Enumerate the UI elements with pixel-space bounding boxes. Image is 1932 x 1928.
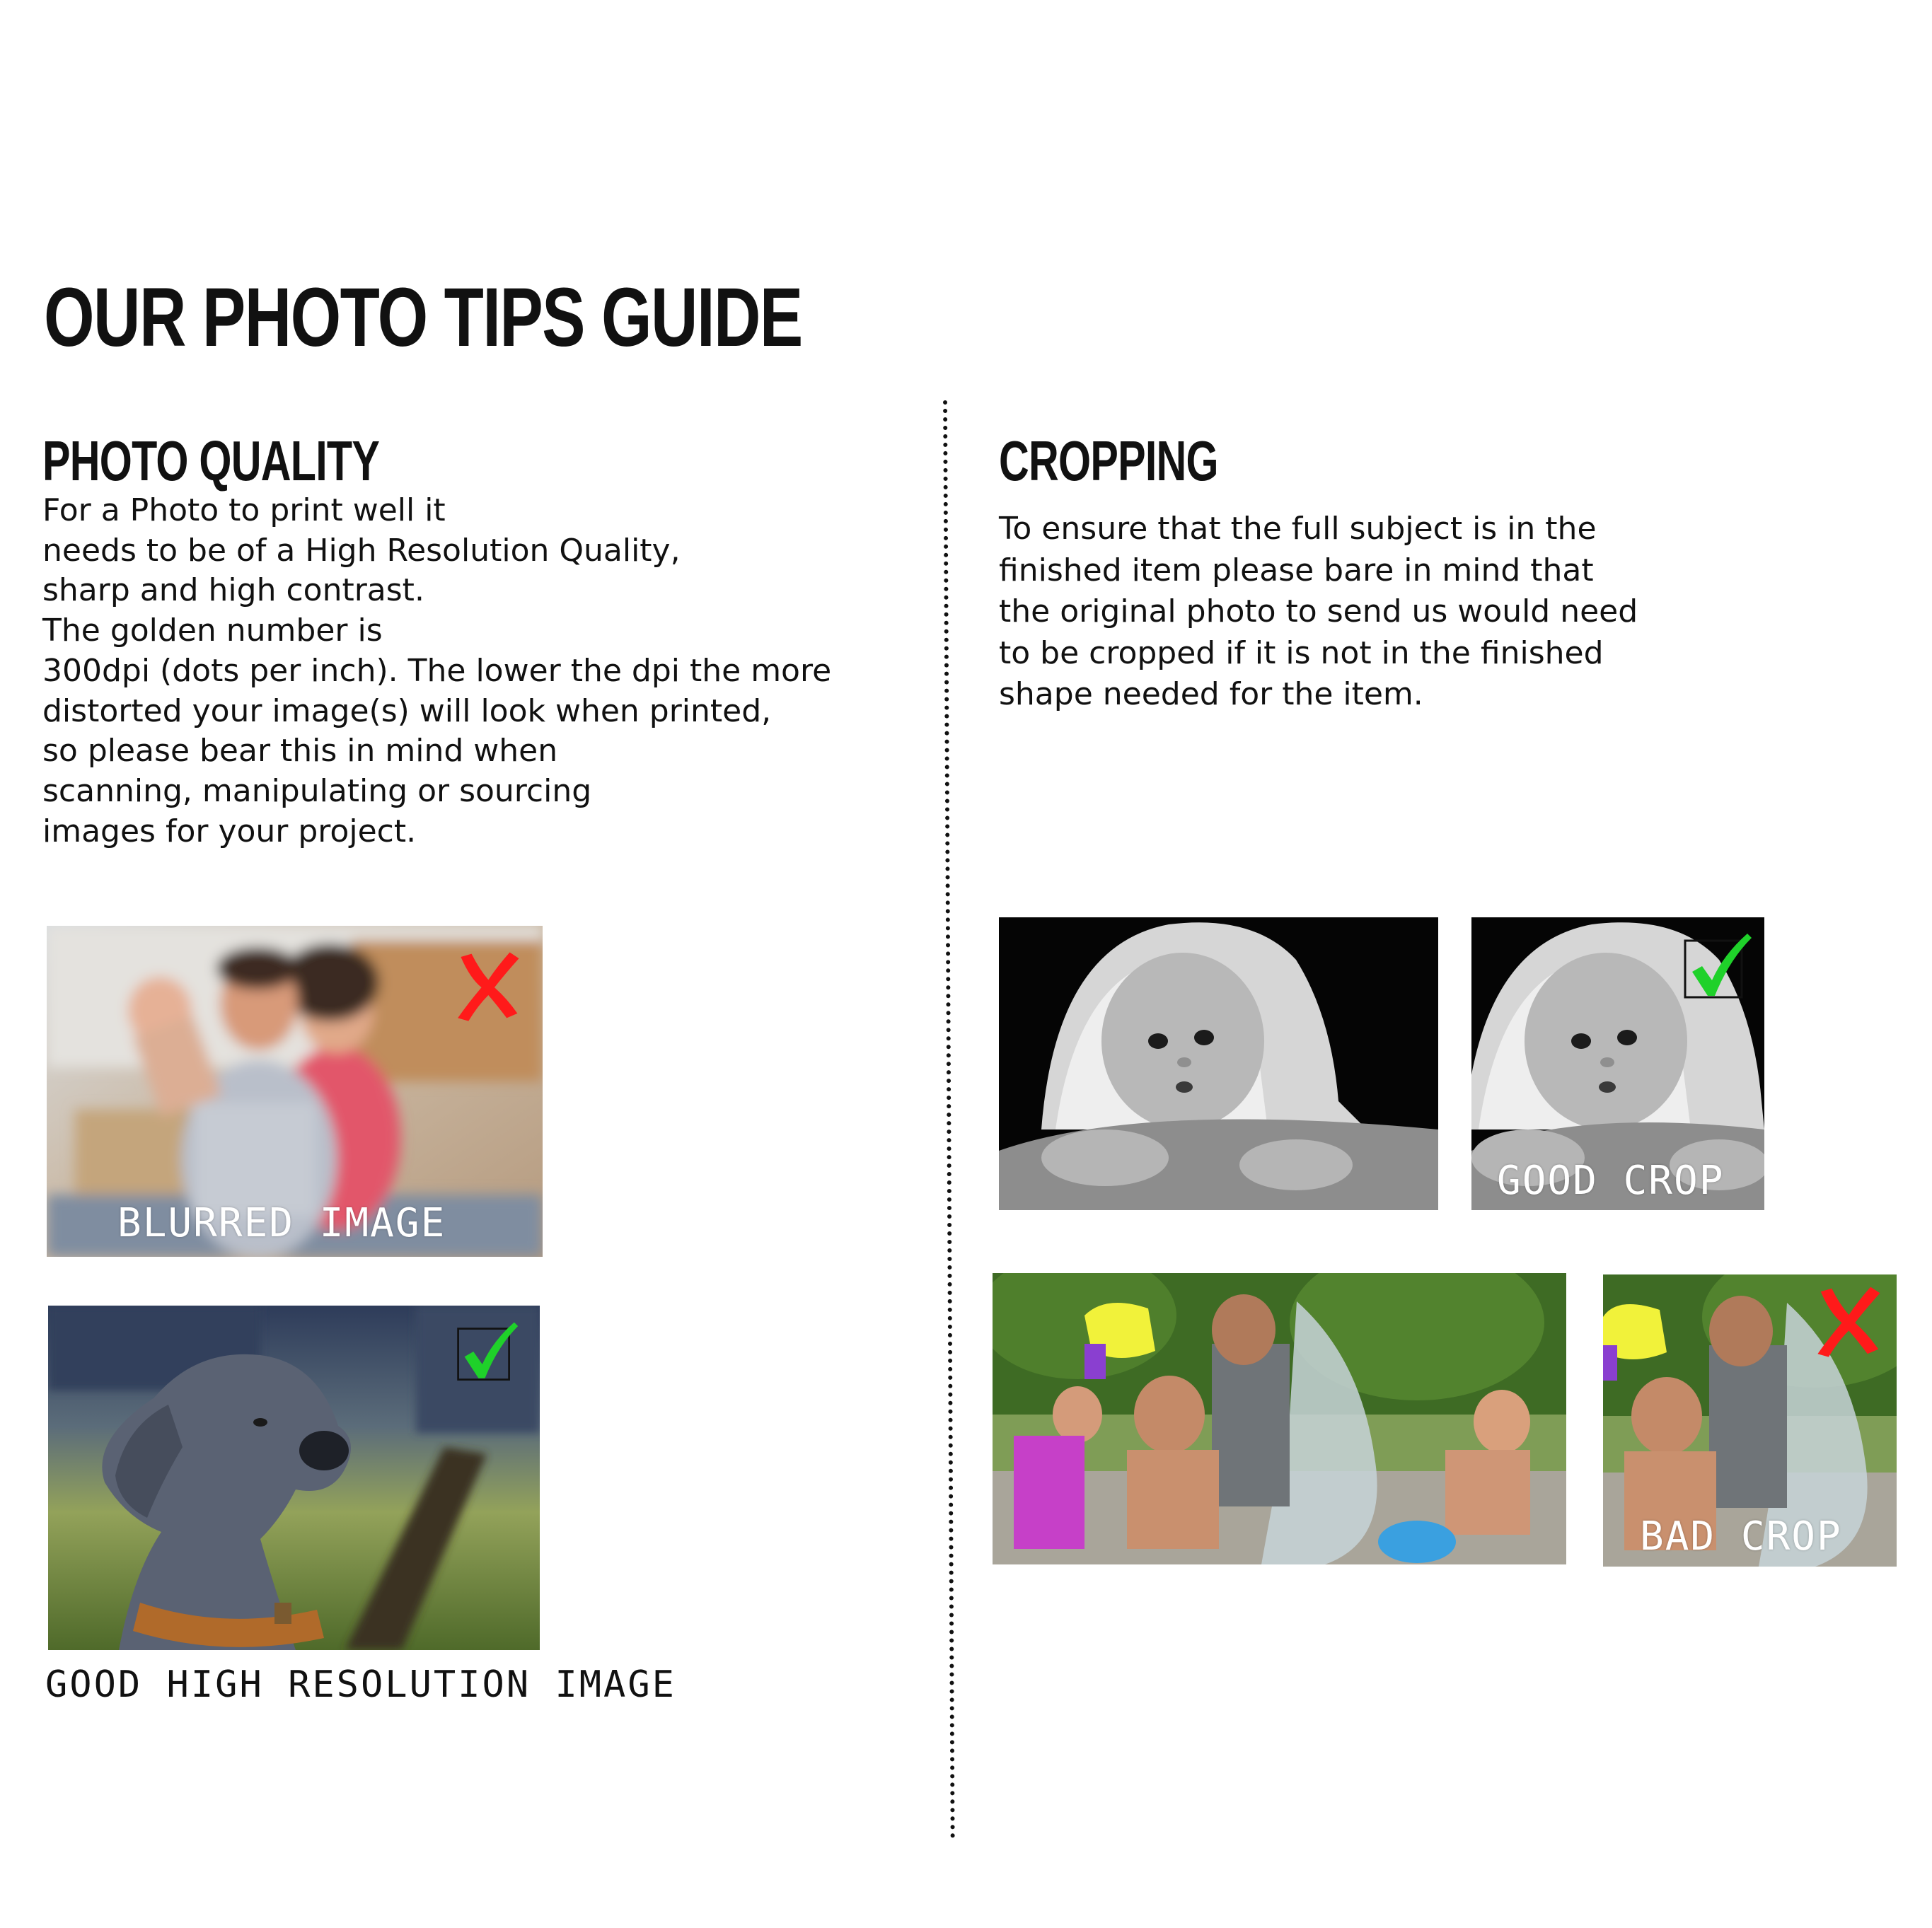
red-cross-icon <box>447 946 524 1026</box>
red-cross-icon <box>1807 1282 1885 1361</box>
cropping-line: finished item please bare in mind that <box>999 552 1594 588</box>
page-title: OUR PHOTO TIPS GUIDE <box>44 271 802 364</box>
cropping-line: shape needed for the item. <box>999 676 1423 712</box>
column-divider <box>943 400 955 1839</box>
photo-quality-line: images for your project. <box>42 813 417 849</box>
photo-quality-line: needs to be of a High Resolution Quality, <box>42 532 681 569</box>
cropping-line: to be cropped if it is not in the finished <box>999 634 1604 671</box>
water-fight-original-photo <box>993 1273 1566 1564</box>
photo-quality-line: 300dpi (dots per inch). The lower the dpi the more <box>42 652 832 689</box>
good-crop-label: GOOD CROP <box>1497 1158 1725 1204</box>
photo-quality-heading: PHOTO QUALITY <box>42 429 380 492</box>
photo-quality-line: The golden number is <box>42 612 383 649</box>
blurred-image-label: BLURRED IMAGE <box>117 1200 446 1246</box>
green-check-in-box-icon <box>456 1320 519 1383</box>
cropping-line: the original photo to send us would need <box>999 593 1638 629</box>
good-image-caption: GOOD HIGH RESOLUTION IMAGE <box>45 1663 676 1706</box>
photo-quality-line: scanning, manipulating or sourcing <box>42 772 592 809</box>
green-check-in-box-icon <box>1682 931 1753 1001</box>
photo-quality-line: distorted your image(s) will look when printed, <box>42 692 772 729</box>
photo-quality-text <box>42 491 831 852</box>
photo-quality-line: sharp and high contrast. <box>42 572 424 609</box>
cropping-line: To ensure that the full subject is in the <box>999 511 1597 547</box>
photo-quality-line: so please bear this in mind when <box>42 733 558 770</box>
baby-original-photo <box>999 917 1438 1210</box>
cropping-heading: CROPPING <box>999 429 1218 492</box>
bad-crop-label: BAD CROP <box>1640 1514 1842 1560</box>
cropping-text <box>999 509 1638 716</box>
photo-quality-line: For a Photo to print well it <box>42 492 446 528</box>
